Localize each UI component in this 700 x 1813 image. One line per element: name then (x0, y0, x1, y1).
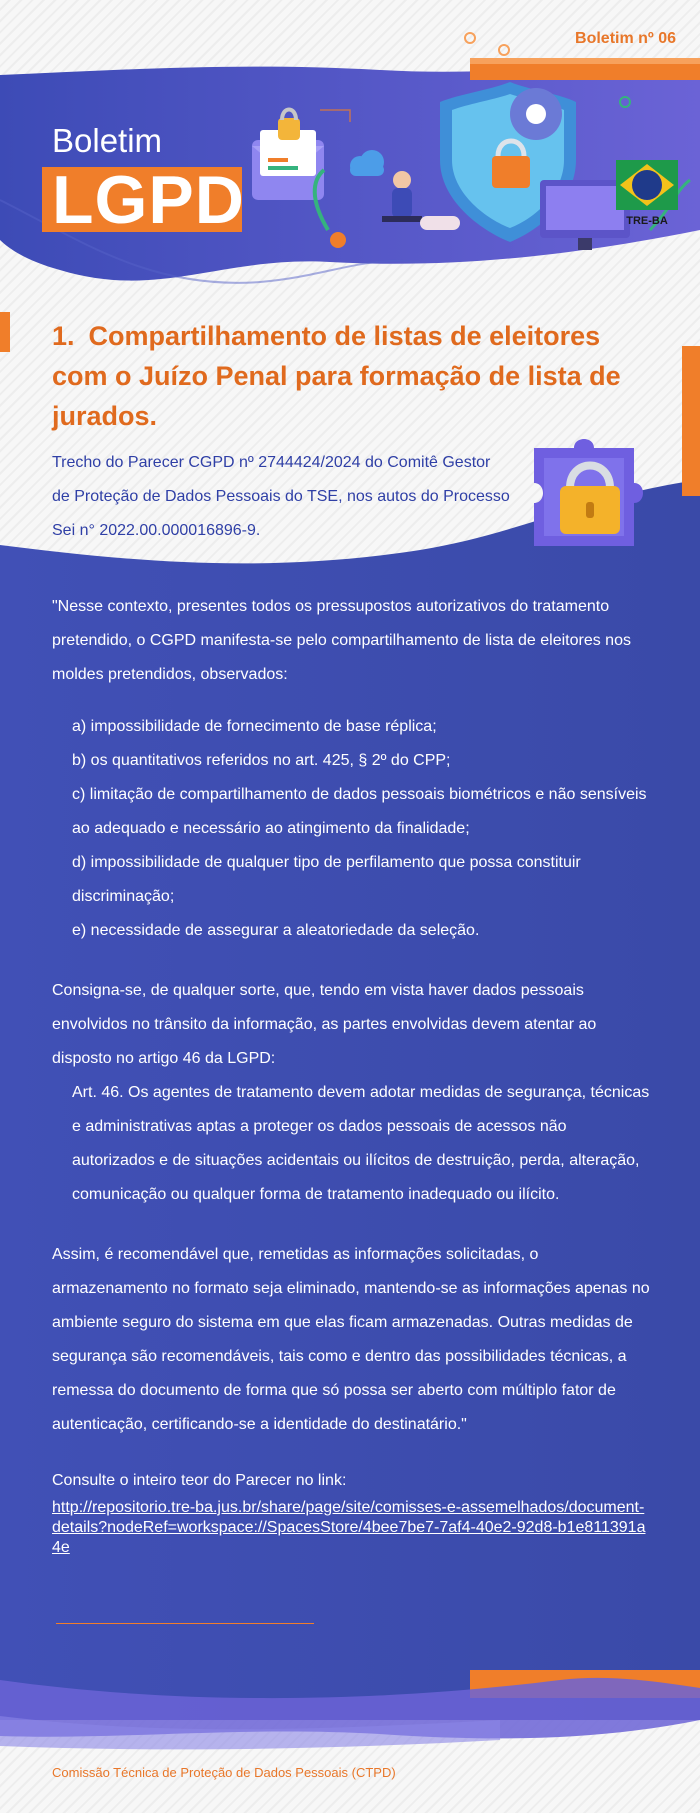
divider-line (56, 1623, 314, 1624)
link-label: Consulte o inteiro teor do Parecer no link: (52, 1472, 347, 1489)
section-intro: Trecho do Parecer CGPD nº 2744424/2024 do Comitê Gestor de Proteção de Dados Pessoais do TSE, nos autos do Processo Sei n° 2022.00.000016896-9. (52, 454, 510, 539)
puzzle-lock-icon (524, 428, 654, 558)
left-accent-bar (0, 312, 10, 352)
section-title-text: Compartilhamento de listas de eleitores com o Juízo Penal para formação de lista de jurados. (52, 321, 621, 431)
section-number: 1. (52, 321, 75, 351)
paragraph-consigna: Consigna-se, de qualquer sorte, que, tendo em vista haver dados pessoais envolvidos no trânsito da informação, as partes envolvidas devem atentar ao disposto no artigo 46 da LGPD: (52, 982, 597, 1067)
list-item: b) os quantitativos referidos no art. 425, § 2º do CPP; (72, 752, 451, 769)
parecer-link[interactable]: http://repositorio.tre-ba.jus.br/share/page/site/comisses-e-assemelhados/document-details?nodeRef=workspace://SpacesStore/4bee7be7-7af4-40e2-92d8-b1e811391a4e (52, 1499, 646, 1556)
bulletin-number: Boletim nº 06 (575, 30, 676, 47)
gear-icon (510, 88, 562, 140)
person-icon (382, 171, 422, 222)
brand-title: LGPD (52, 162, 245, 238)
list-item: c) limitação de compartilhamento de dados pessoais biométricos e não sensíveis ao adequado e necessário ao atingimento da finalidade; (72, 786, 647, 837)
list-item: e) necessidade de assegurar a aleatoriedade da seleção. (72, 922, 480, 939)
tre-ba-logo (616, 160, 678, 232)
paragraph-intro-quote: "Nesse contexto, presentes todos os pressupostos autorizativos do tratamento pretendido, o CGPD manifesta-se pelo compartilhamento de lista de eleitores nos moldes pretendidos, observados: (52, 598, 631, 683)
list-item: d) impossibilidade de qualquer tipo de perfilamento que possa constituir discriminação; (72, 854, 581, 905)
list-item: a) impossibilidade de fornecimento de base réplica; (72, 718, 437, 735)
brand-subtitle: Boletim (52, 122, 163, 159)
conditions-list (52, 710, 652, 948)
right-accent-bar (682, 346, 700, 496)
footer-commission: Comissão Técnica de Proteção de Dados Pessoais (CTPD) (52, 1765, 396, 1780)
parecer-content (52, 590, 652, 1558)
data-security-illustration (240, 30, 700, 270)
cloud-icon (350, 150, 384, 176)
logo-caption: TRE-BA (626, 215, 668, 227)
footer-wave-background (0, 1660, 700, 1813)
article-46-quote: Art. 46. Os agentes de tratamento devem adotar medidas de segurança, técnicas e administrativas aptas a proteger os dados pessoais de acessos não autorizados e de situações acidentais ou ilícitos de destruição, perda, alteração, comunicação ou qualquer forma de tratamento inadequado ou ilícito. (72, 1084, 650, 1203)
paragraph-recommendation: Assim, é recomendável que, remetidas as informações solicitadas, o armazenamento no formato seja eliminado, mantendo-se as informações apenas no ambiente seguro do sistema em que elas ficam armazenadas. Outras medidas de segurança são recomendáveis, tais como e dentro das possibilidades técnicas, a remessa do documento de forma que só possa ser aberto com múltiplo fator de autenticação, certificando-se a identidade do destinatário." (52, 1246, 650, 1433)
section-title (52, 316, 632, 436)
